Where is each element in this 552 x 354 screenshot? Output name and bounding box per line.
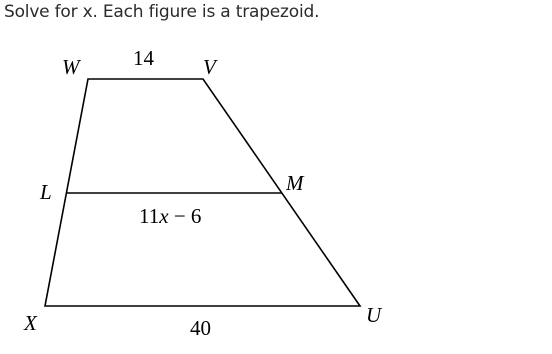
vertex-label-u: U	[366, 303, 382, 327]
vertex-label-v: V	[203, 55, 216, 79]
top-base-length: 14	[133, 46, 154, 70]
bottom-base-length: 40	[190, 316, 211, 340]
vertex-label-w: W	[62, 55, 80, 79]
vertex-label-x: X	[24, 311, 37, 335]
vertex-label-l: L	[40, 180, 52, 204]
problem-instruction: Solve for x. Each figure is a trapezoid.	[4, 2, 320, 22]
midsegment-expression: 11x − 6	[139, 204, 202, 228]
vertex-label-m: M	[286, 171, 304, 195]
